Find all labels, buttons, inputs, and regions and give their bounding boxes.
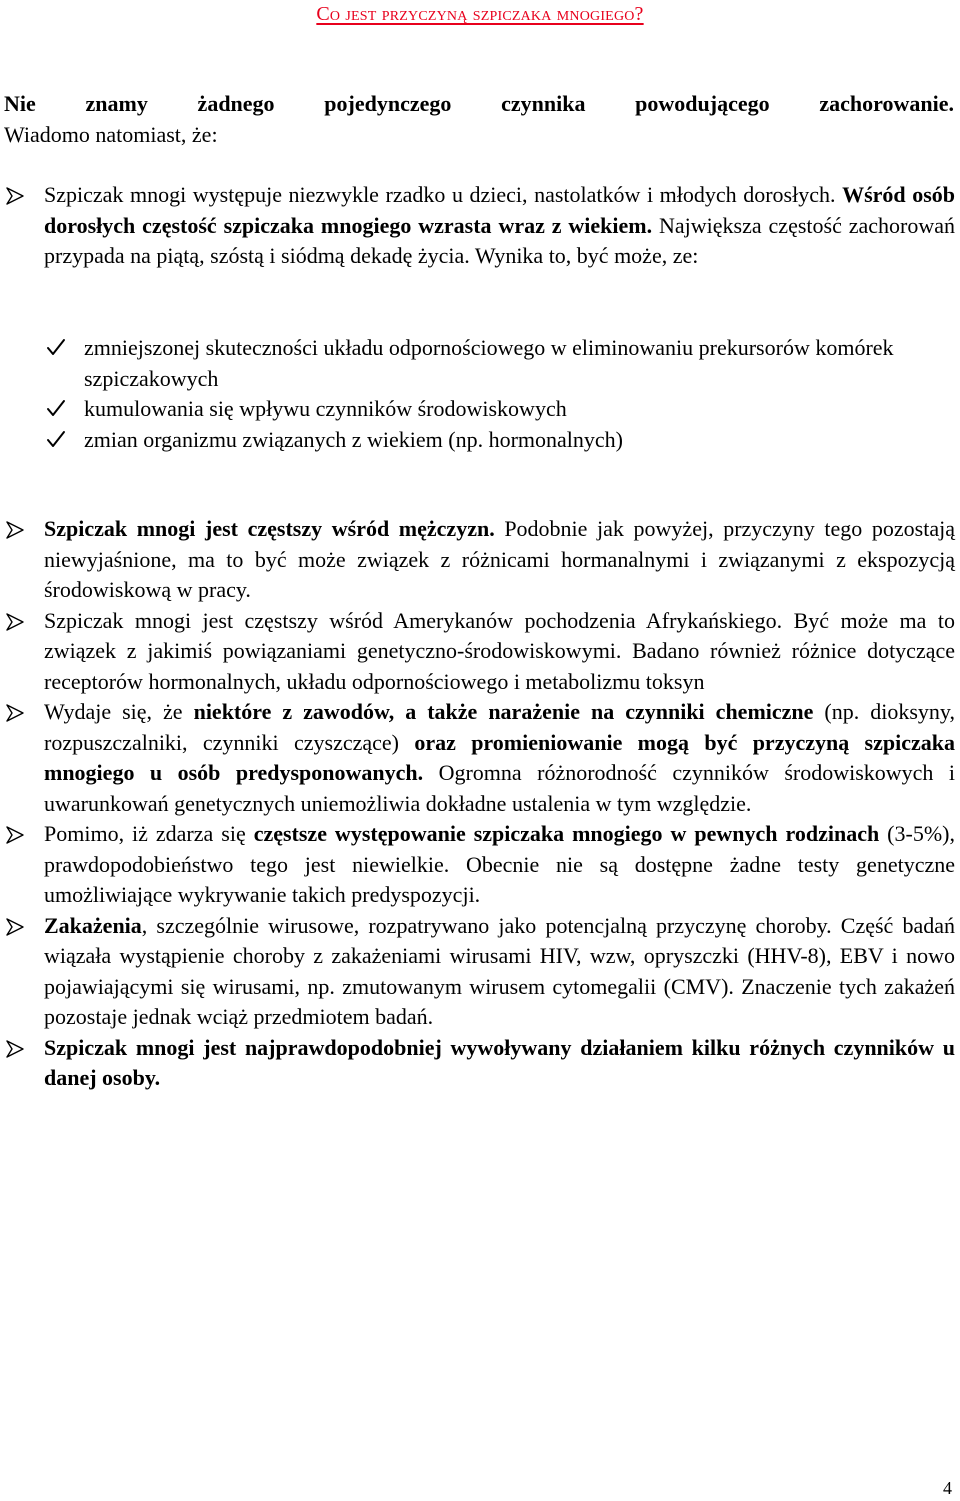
check-list (42, 333, 955, 455)
checkmark-icon (46, 399, 66, 417)
page-title: Co jest przyczyną szpiczaka mnogiego? (316, 3, 644, 25)
bullet-text: Pomimo, iż zdarza się (44, 821, 254, 846)
arrow-bullet-icon (5, 918, 25, 936)
bullet-text: Podobnie jak powyżej, przyczyny tego pozostają niewyjaśnione, ma to być może związek z różnicami hormanalnymi i związanymi z ekspozycją środowiskową w pracy. (44, 516, 955, 602)
arrow-bullet-icon (5, 826, 25, 844)
list-item (0, 606, 960, 698)
list-item (0, 697, 960, 819)
check-text: zmian organizmu związanych z wiekiem (np. hormonalnych) (84, 426, 624, 452)
bullet-bold: Szpiczak mnogi jest najprawdopodobniej wywoływany działaniem kilku różnych czynników u danej osoby. (44, 1034, 955, 1090)
arrow-bullet-icon (5, 613, 25, 631)
bullet-bold: Zakażenia (44, 912, 142, 938)
page-number: 4 (943, 1478, 952, 1498)
list-item (42, 394, 955, 425)
bullet-list-top (0, 180, 960, 272)
bullet-text: Największa częstość zachorowań przypada na piątą, szóstą i siódmą dekadę życia. Wynika to, być może, ze: (44, 212, 955, 268)
bullet-text: , szczególnie wirusowe, rozpatrywano jako potencjalną przyczynę choroby. Część badań wiązała wystąpienie choroby z zakażeniami wirusami HIV, wzw, opryszczki (HHV-8), EBV i nowo pojawiającymi się wirusami, np. zmutowanym wirusem cytomegalii (CMV). Znaczenie tych zakażeń pozostaje jednak wciąż przedmiotem badań. (44, 912, 955, 1029)
bullet-text: (3-5%), prawdopodobieństwo tego jest niewielkie. Obecnie nie są dostępne żadne testy genetyczne umożliwiające wykrywanie takich predyspozycji. (44, 821, 955, 907)
bullet-bold: niektóre z zawodów, a także narażenie na czynniki chemiczne (193, 699, 814, 724)
arrow-bullet-icon (5, 1040, 25, 1058)
intro-text: Wiadomo natomiast, że: (4, 122, 218, 147)
list-item (42, 425, 955, 456)
check-text: kumulowania się wpływu czynników środowiskowych (84, 396, 567, 421)
bullet-bold: Wśród osób dorosłych częstość szpiczaka mnogiego wzrasta wraz z wiekiem. (44, 182, 956, 238)
list-item (42, 333, 955, 394)
list-item (0, 911, 960, 1033)
bullet-text: Szpiczak mnogi występuje niezwykle rzadko u dzieci, nastolatków i młodych dorosłych. (44, 182, 843, 207)
list-item (0, 819, 960, 911)
bullet-bold: Szpiczak mnogi jest częstszy wśród mężczyzn. (44, 516, 495, 541)
bullet-text: (np. dioksyny, rozpuszczalniki, czynniki czyszczące) (44, 699, 956, 755)
bullet-bold: częstsze występowanie szpiczaka mnogiego w pewnych rodzinach (253, 821, 880, 846)
arrow-bullet-icon (5, 187, 25, 205)
check-text: zmniejszonej skuteczności układu odpornościowego w eliminowaniu prekursorów komórek szpiczakowych (84, 335, 894, 391)
arrow-bullet-icon (5, 521, 25, 539)
intro-bold: Nie znamy żadnego pojedynczego czynnika powodującego zachorowanie. (4, 91, 954, 116)
checkmark-icon (46, 430, 66, 448)
bullet-text: Ogromna różnorodność czynników środowiskowych i uwarunkowań genetycznych uniemożliwia dokładne ustalenia w tym względzie. (44, 760, 956, 816)
bullet-text: Wydaje się, że (44, 699, 194, 724)
bullet-text: Szpiczak mnogi jest częstszy wśród Amerykanów pochodzenia Afrykańskiego. Być może ma to związek z jakimiś powiązaniami genetyczno-środowiskowymi. Badano również różnice dotyczące receptorów hormonalnych, układu odpornościowego i metabolizmu toksyn (44, 607, 955, 694)
bullet-list-main (0, 514, 960, 1094)
list-item (0, 180, 960, 272)
intro-paragraph (4, 88, 954, 150)
list-item (0, 1033, 960, 1094)
bullet-bold: oraz promieniowanie mogą być przyczyną szpiczaka mnogiego u osób predysponowanych. (44, 729, 955, 785)
list-item (0, 514, 960, 606)
arrow-bullet-icon (5, 704, 25, 722)
checkmark-icon (46, 338, 66, 356)
